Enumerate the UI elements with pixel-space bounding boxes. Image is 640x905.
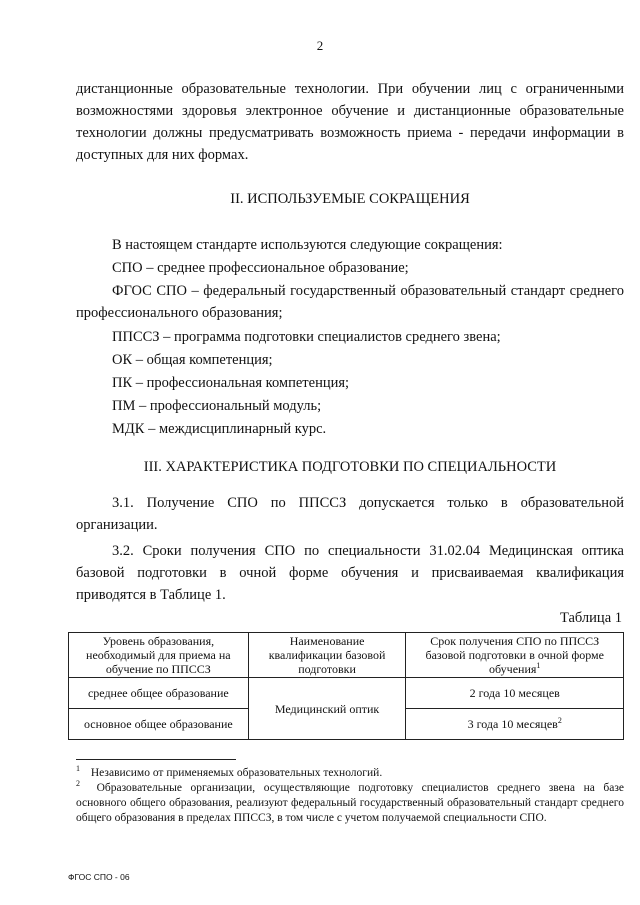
table-row <box>69 678 624 709</box>
abbrev-item-fgos: ФГОС СПО – федеральный государственный образовательный стандарт среднего профессионального образования; <box>76 283 624 321</box>
row-duration: 3 года 10 месяцев$^2$ <box>406 709 624 740</box>
table-caption: Таблица 1 <box>559 610 622 626</box>
abbrev-item-pk: ПК – профессиональная компетенция; <box>112 375 350 391</box>
abbrev-intro: В настоящем стандарте используются следующие сокращения: <box>112 237 503 253</box>
qualification-cell: Медицинский оптик <box>248 678 406 740</box>
header-qualification: Наименование квалификации базовой подготовки <box>248 633 406 678</box>
abbrev-item-mdk: МДК – междисциплинарный курс. <box>112 421 327 437</box>
footnote-2 <box>76 781 624 826</box>
footnote-1 <box>76 766 624 781</box>
intro-paragraph: дистанционные образовательные технологии. При обучении лиц с ограниченными возможностями здоровья электронное обучение и дистанционные образовательные технологии должны предусматривать возможность приема - передачи информации в доступных для них формах. <box>76 81 624 163</box>
footnote-divider <box>76 759 236 760</box>
row-education-level: основное общее образование <box>69 709 249 740</box>
qualification-table <box>68 632 624 740</box>
footnote-mark: 2 <box>76 779 80 789</box>
paragraph-3-2: 3.2. Сроки получения СПО по специальности 31.02.04 Медицинская оптика базовой подготовки в очной форме обучения и присваиваемая квалификация приводятся в Таблице 1. <box>76 543 624 603</box>
abbrev-item-pm: ПМ – профессиональный модуль; <box>112 398 322 414</box>
table-header-row <box>69 633 624 678</box>
abbrev-item-spo: СПО – среднее профессиональное образование; <box>112 260 409 276</box>
footnote-ref-1: 1 <box>536 661 541 670</box>
row-duration: 2 года 10 месяцев <box>406 678 624 709</box>
footer-code: ФГОС СПО - 06 <box>68 872 130 882</box>
footnote-text: Образовательные организации, осуществляющие подготовку специалистов среднего звена на базе основного общего образования, реализуют федеральный государственный образовательный стандарт среднего общего образования в пределах ППССЗ, в том числе с учетом получаемой специальности СПО. <box>76 782 625 824</box>
header-education-level: Уровень образования, необходимый для приема на обучение по ППССЗ <box>69 633 249 678</box>
section3-title: III. ХАРАКТЕРИСТИКА ПОДГОТОВКИ ПО СПЕЦИАЛЬНОСТИ <box>143 459 557 475</box>
page-number: 2 <box>316 38 324 53</box>
section2-title: II. ИСПОЛЬЗУЕМЫЕ СОКРАЩЕНИЯ <box>230 191 470 207</box>
paragraph-3-1: 3.1. Получение СПО по ППССЗ допускается только в образовательной организации. <box>76 495 624 533</box>
footnote-mark: 1 <box>76 764 80 774</box>
abbrev-item-ppssz: ППССЗ – программа подготовки специалистов среднего звена; <box>112 329 501 345</box>
abbrev-item-ok: ОК – общая компетенция; <box>112 352 273 368</box>
row-education-level: среднее общее образование <box>69 678 249 709</box>
header-duration: Срок получения СПО по ППССЗ базовой подготовки в очной форме обучения$^1$ <box>406 633 624 678</box>
footnote-ref-2: 2 <box>557 716 562 725</box>
footnote-text: Независимо от применяемых образовательных технологий. <box>90 767 383 779</box>
